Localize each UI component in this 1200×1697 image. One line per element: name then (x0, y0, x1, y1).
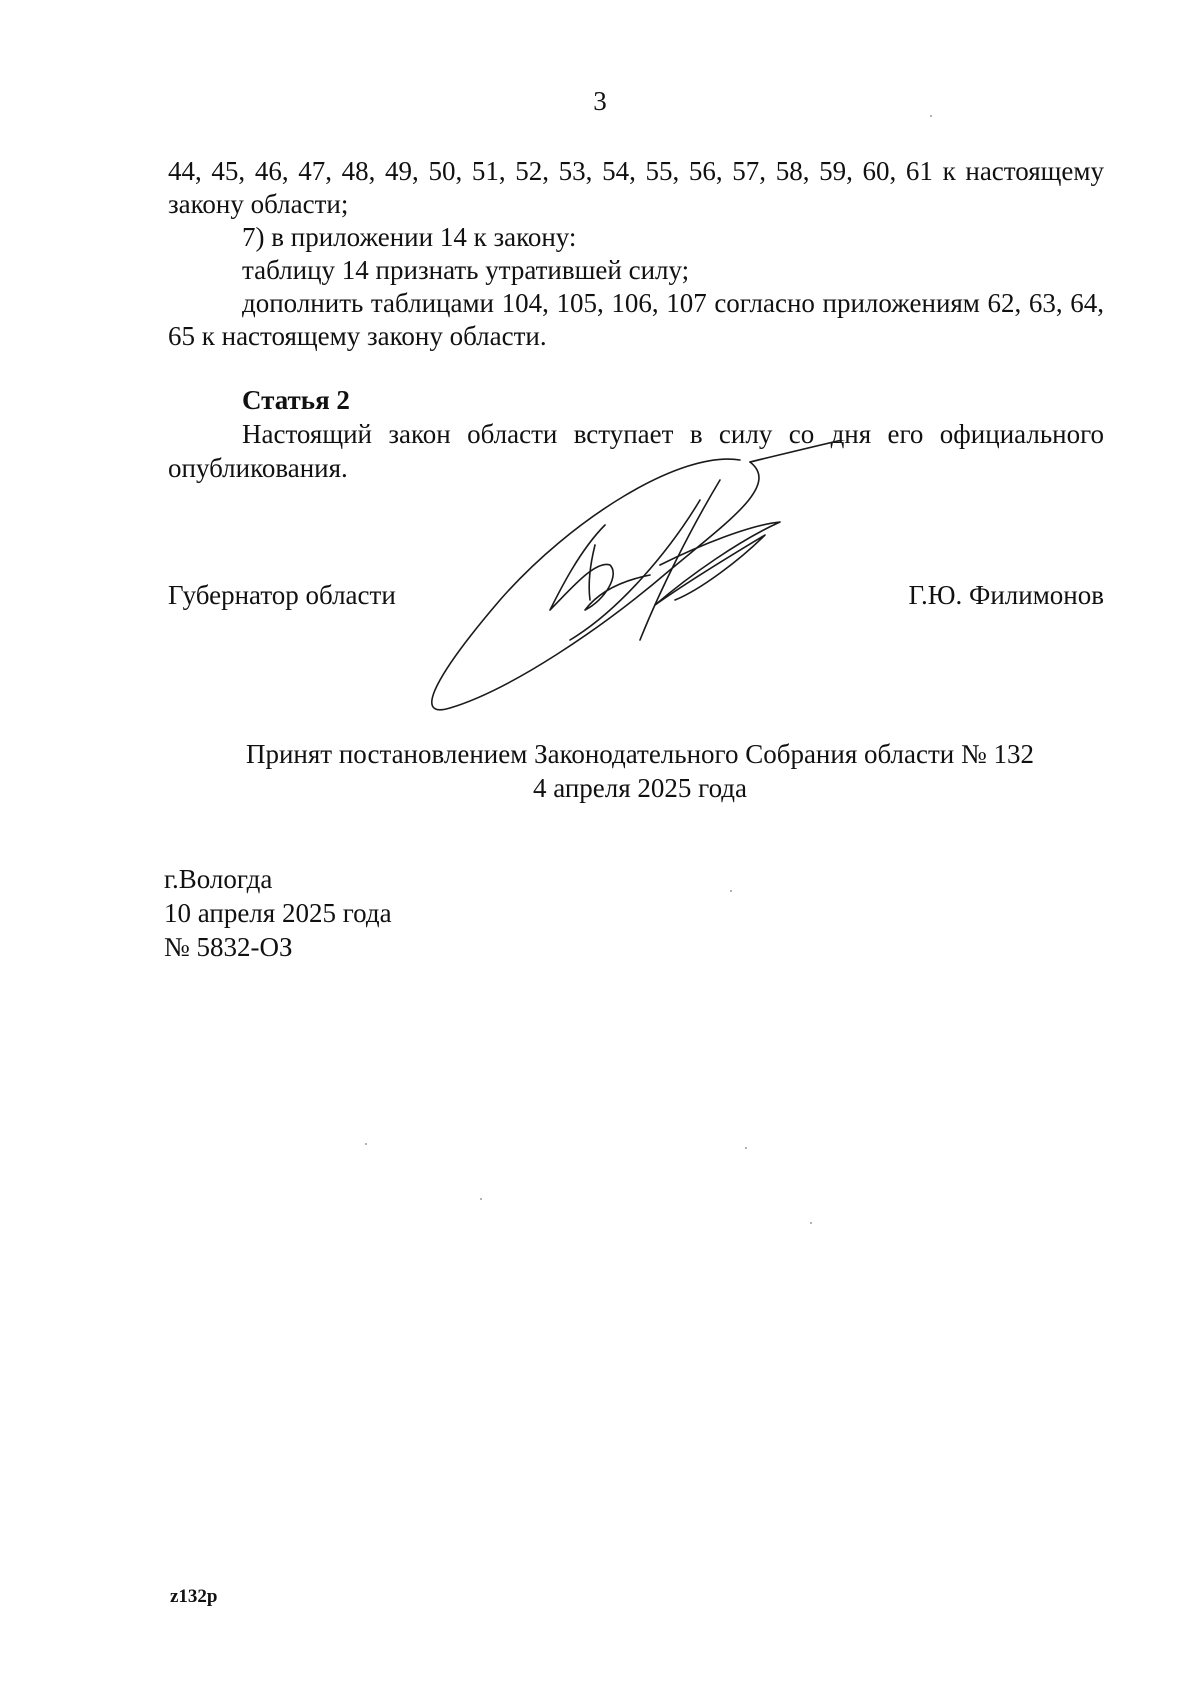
scan-speck (745, 1147, 747, 1149)
document-body (168, 155, 1104, 353)
scan-speck (930, 115, 932, 117)
scan-speck (480, 1198, 482, 1200)
signing-date: 10 апреля 2025 года (164, 898, 392, 928)
adoption-line: Принят постановлением Законодательного Собрания области № 132 (245, 739, 1035, 769)
scan-speck (810, 1222, 812, 1224)
scan-speck (365, 1143, 367, 1145)
page-number: 3 (593, 86, 607, 116)
law-number: № 5832-ОЗ (164, 932, 293, 962)
place-date-block (164, 862, 392, 964)
body-paragraph-table-additions: дополнить таблицами 104, 105, 106, 107 согласно приложениям 62, 63, 64, 65 к настоящему закону области. (168, 288, 1104, 351)
footer-code: z132p (170, 1586, 218, 1607)
article-text: Настоящий закон области вступает в силу со дня его официального опубликования. (168, 419, 1104, 483)
body-paragraph-item-7: 7) в приложении 14 к закону: (242, 222, 577, 252)
article-heading: Статья 2 (242, 385, 350, 415)
adoption-date: 4 апреля 2025 года (532, 773, 748, 803)
handwritten-signature (420, 440, 940, 750)
scan-speck (730, 890, 732, 892)
body-paragraph-continuation: 44, 45, 46, 47, 48, 49, 50, 51, 52, 53, 54, 55, 56, 57, 58, 59, 60, 61 к настоящему закону области; (168, 156, 1104, 219)
body-paragraph-table-repeal: таблицу 14 признать утратившей силу; (242, 255, 690, 285)
city: г.Вологда (164, 864, 273, 894)
adoption-note (0, 737, 1200, 805)
signer-title: Губернатор области (168, 580, 396, 610)
signer-name: Г.Ю. Филимонов (908, 580, 1104, 610)
